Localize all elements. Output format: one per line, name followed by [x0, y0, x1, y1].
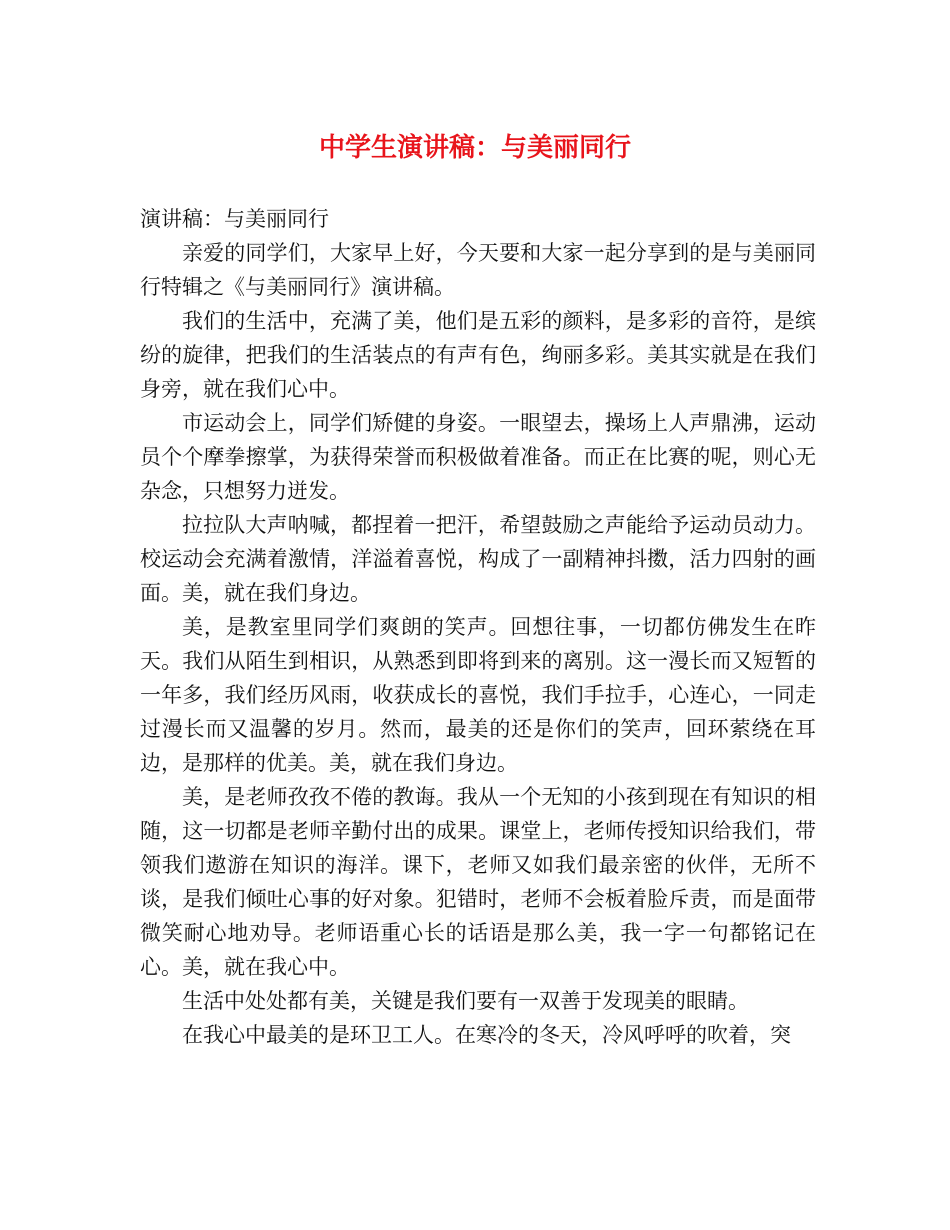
paragraph: 美，是老师孜孜不倦的教诲。我从一个无知的小孩到现在有知识的相随，这一切都是老师辛勤付出的成果。课堂上，老师传授知识给我们，带领我们遨游在知识的海洋。课下，老师又如我们最亲密的伙伴，无所不谈，是我们倾吐心事的好对象。犯错时，老师不会板着脸斥责，而是面带微笑耐心地劝导。老师语重心长的话语是那么美，我一字一句都铭记在心。美，就在我心中。 [140, 785, 816, 979]
paragraph: 生活中处处都有美，关键是我们要有一双善于发现美的眼睛。 [182, 989, 749, 1013]
paragraph: 演讲稿：与美丽同行 [140, 207, 329, 231]
paragraph: 美，是教室里同学们爽朗的笑声。回想往事，一切都仿佛发生在昨天。我们从陌生到相识，从熟悉到即将到来的离别。这一漫长而又短暂的一年多，我们经历风雨，收获成长的喜悦，我们手拉手，心连心，一同走过漫长而又温馨的岁月。然而，最美的还是你们的笑声，回环萦绕在耳边，是那样的优美。美，就在我们身边。 [140, 615, 816, 775]
paragraph: 我们的生活中，充满了美，他们是五彩的颜料，是多彩的音符，是缤纷的旋律，把我们的生活装点的有声有色，绚丽多彩。美其实就是在我们身旁，就在我们心中。 [140, 309, 816, 401]
paragraph: 拉拉队大声呐喊，都捏着一把汗，希望鼓励之声能给予运动员动力。校运动会充满着激情，洋溢着喜悦，构成了一副精神抖擞，活力四射的画面。美，就在我们身边。 [140, 513, 816, 605]
document-body [140, 202, 816, 1052]
document-title: 中学生演讲稿：与美丽同行 [318, 133, 631, 163]
paragraph: 在我心中最美的是环卫工人。在寒冷的冬天，冷风呼呼的吹着，突 [182, 1023, 791, 1047]
paragraph: 市运动会上，同学们矫健的身姿。一眼望去，操场上人声鼎沸，运动员个个摩拳擦掌，为获得荣誉而积极做着准备。而正在比赛的呢，则心无杂念，只想努力迸发。 [140, 411, 816, 503]
paragraph: 亲爱的同学们，大家早上好，今天要和大家一起分享到的是与美丽同行特辑之《与美丽同行》演讲稿。 [140, 241, 816, 299]
